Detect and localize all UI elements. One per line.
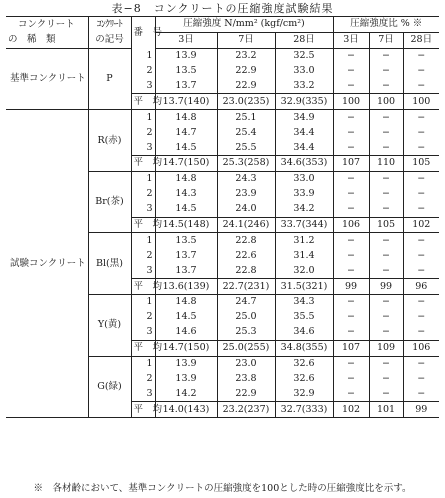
concrete-type-cell: 基準コンクリート [6,48,88,110]
ratio-3d: − [333,325,369,340]
strength-3d: 13.9 [155,371,217,386]
avg-strength-28d: 34.8(355) [275,340,333,356]
avg-ratio-3d: 106 [333,217,369,233]
strength-28d: 32.0 [275,263,333,278]
strength-3d: 13.5 [155,64,217,79]
average-label: 平 均 [131,94,155,110]
strength-28d: 31.2 [275,233,333,248]
strength-7d: 25.3 [217,325,275,340]
specimen-number: 1 [131,233,155,248]
ratio-7d: − [369,64,403,79]
specimen-number: 2 [131,371,155,386]
ratio-7d: − [369,325,403,340]
concrete-symbol-cell: Y(黄) [88,295,131,357]
avg-ratio-7d: 100 [369,94,403,110]
strength-28d: 31.4 [275,248,333,263]
col-header-no: 番 号 [131,17,155,49]
ratio-7d: − [369,125,403,140]
ratio-7d: − [369,310,403,325]
ratio-3d: − [333,371,369,386]
strength-3d: 14.3 [155,187,217,202]
strength-28d: 34.4 [275,140,333,155]
strength-28d: 34.2 [275,202,333,217]
age-header: 28日 [275,32,333,48]
strength-3d: 14.6 [155,325,217,340]
age-header: 7日 [369,32,403,48]
ratio-7d: − [369,233,403,248]
ratio-7d: − [369,263,403,278]
avg-ratio-28d: 96 [403,279,439,295]
strength-3d: 13.7 [155,263,217,278]
strength-3d: 14.2 [155,386,217,401]
age-header: 3日 [333,32,369,48]
strength-3d: 14.5 [155,310,217,325]
avg-strength-3d: 13.7(140) [155,94,217,110]
ratio-7d: − [369,248,403,263]
ratio-7d: − [369,79,403,94]
table-body [6,48,439,417]
strength-7d: 23.8 [217,371,275,386]
ratio-3d: − [333,187,369,202]
ratio-3d: − [333,356,369,371]
ratio-28d: − [403,171,439,186]
specimen-number: 2 [131,248,155,263]
strength-28d: 35.5 [275,310,333,325]
strength-28d: 32.6 [275,356,333,371]
table-row [6,110,439,125]
ratio-3d: − [333,110,369,125]
strength-7d: 22.6 [217,248,275,263]
specimen-number: 1 [131,48,155,63]
strength-7d: 24.7 [217,295,275,310]
ratio-7d: − [369,48,403,63]
specimen-number: 1 [131,171,155,186]
strength-7d: 24.3 [217,171,275,186]
strength-28d: 32.5 [275,48,333,63]
strength-28d: 32.6 [275,371,333,386]
strength-7d: 23.0 [217,356,275,371]
strength-28d: 34.4 [275,125,333,140]
average-label: 平 均 [131,340,155,356]
specimen-number: 2 [131,310,155,325]
ratio-28d: − [403,325,439,340]
ratio-28d: − [403,110,439,125]
ratio-28d: − [403,202,439,217]
ratio-28d: − [403,79,439,94]
strength-3d: 13.5 [155,233,217,248]
strength-7d: 25.1 [217,110,275,125]
strength-3d: 14.5 [155,140,217,155]
ratio-28d: − [403,386,439,401]
avg-strength-3d: 14.5(148) [155,217,217,233]
age-header: 28日 [403,32,439,48]
avg-ratio-7d: 99 [369,279,403,295]
strength-7d: 22.8 [217,263,275,278]
avg-ratio-3d: 107 [333,156,369,172]
avg-strength-7d: 24.1(246) [217,217,275,233]
ratio-28d: − [403,371,439,386]
ratio-7d: − [369,386,403,401]
strength-3d: 13.7 [155,248,217,263]
concrete-symbol-cell: G(緑) [88,356,131,418]
specimen-number: 2 [131,187,155,202]
avg-strength-28d: 31.5(321) [275,279,333,295]
strength-7d: 22.9 [217,386,275,401]
concrete-type-cell: 試験コンクリート [6,110,88,418]
strength-3d: 13.9 [155,48,217,63]
avg-strength-7d: 25.0(255) [217,340,275,356]
strength-7d: 24.0 [217,202,275,217]
avg-ratio-3d: 100 [333,94,369,110]
avg-strength-7d: 22.7(231) [217,279,275,295]
strength-3d: 14.8 [155,171,217,186]
strength-7d: 25.4 [217,125,275,140]
avg-ratio-28d: 105 [403,156,439,172]
specimen-number: 3 [131,386,155,401]
avg-ratio-3d: 99 [333,279,369,295]
strength-3d: 14.5 [155,202,217,217]
specimen-number: 3 [131,325,155,340]
avg-strength-3d: 14.7(150) [155,340,217,356]
ratio-28d: − [403,248,439,263]
specimen-number: 1 [131,356,155,371]
avg-ratio-3d: 107 [333,340,369,356]
strength-28d: 32.9 [275,386,333,401]
ratio-3d: − [333,171,369,186]
ratio-7d: − [369,356,403,371]
ratio-3d: − [333,263,369,278]
strength-7d: 25.0 [217,310,275,325]
specimen-number: 3 [131,140,155,155]
strength-28d: 33.9 [275,187,333,202]
strength-7d: 23.2 [217,48,275,63]
strength-3d: 13.9 [155,356,217,371]
ratio-28d: − [403,125,439,140]
strength-3d: 14.8 [155,295,217,310]
avg-strength-7d: 23.0(235) [217,94,275,110]
strength-28d: 33.0 [275,64,333,79]
ratio-28d: − [403,187,439,202]
ratio-28d: − [403,295,439,310]
avg-ratio-28d: 102 [403,217,439,233]
average-label: 平 均 [131,156,155,172]
strength-table [6,16,439,418]
avg-strength-28d: 34.6(353) [275,156,333,172]
ratio-28d: − [403,64,439,79]
ratio-3d: − [333,79,369,94]
col-header-symbol: ｺﾝｸﾘｰﾄ [88,17,131,33]
col-header-type: コンクリート [6,17,88,33]
col-header-strength: 圧縮強度 N/mm² (kgf/cm²) [155,17,333,33]
ratio-7d: − [369,371,403,386]
strength-7d: 22.9 [217,64,275,79]
ratio-3d: − [333,233,369,248]
age-header: 3日 [155,32,217,48]
col-header-symbol-2: の記号 [88,32,131,48]
strength-7d: 23.9 [217,187,275,202]
ratio-28d: − [403,233,439,248]
specimen-number: 3 [131,263,155,278]
ratio-3d: − [333,140,369,155]
ratio-28d: − [403,356,439,371]
table-row [6,48,439,63]
ratio-3d: − [333,386,369,401]
avg-ratio-7d: 109 [369,340,403,356]
strength-28d: 33.2 [275,79,333,94]
avg-strength-28d: 32.7(333) [275,402,333,418]
ratio-7d: − [369,187,403,202]
strength-3d: 14.7 [155,125,217,140]
ratio-3d: − [333,310,369,325]
ratio-7d: − [369,202,403,217]
strength-7d: 22.8 [217,233,275,248]
concrete-symbol-cell: Br(茶) [88,171,131,233]
specimen-number: 2 [131,125,155,140]
concrete-symbol-cell: R(赤) [88,110,131,172]
ratio-3d: − [333,248,369,263]
avg-ratio-28d: 106 [403,340,439,356]
ratio-3d: − [333,64,369,79]
avg-ratio-3d: 102 [333,402,369,418]
col-header-ratio: 圧縮強度比 % ※ [333,17,439,33]
ratio-7d: − [369,110,403,125]
ratio-28d: − [403,140,439,155]
strength-28d: 33.0 [275,171,333,186]
avg-ratio-7d: 101 [369,402,403,418]
ratio-7d: − [369,140,403,155]
ratio-7d: − [369,295,403,310]
strength-7d: 22.9 [217,79,275,94]
specimen-number: 3 [131,202,155,217]
strength-3d: 13.7 [155,79,217,94]
col-header-type-2: の 稀 類 [6,32,88,48]
avg-strength-3d: 14.7(150) [155,156,217,172]
avg-strength-28d: 33.7(344) [275,217,333,233]
ratio-28d: − [403,263,439,278]
strength-3d: 14.8 [155,110,217,125]
average-label: 平 均 [131,217,155,233]
avg-ratio-7d: 105 [369,217,403,233]
avg-ratio-7d: 110 [369,156,403,172]
ratio-3d: − [333,295,369,310]
strength-7d: 25.5 [217,140,275,155]
specimen-number: 2 [131,64,155,79]
avg-strength-28d: 32.9(335) [275,94,333,110]
specimen-number: 1 [131,110,155,125]
strength-28d: 34.6 [275,325,333,340]
strength-28d: 34.9 [275,110,333,125]
avg-strength-7d: 25.3(258) [217,156,275,172]
concrete-symbol-cell: P [88,48,131,110]
avg-ratio-28d: 99 [403,402,439,418]
avg-strength-3d: 13.6(139) [155,279,217,295]
specimen-number: 1 [131,295,155,310]
strength-28d: 34.3 [275,295,333,310]
ratio-28d: − [403,310,439,325]
concrete-symbol-cell: Bl(黒) [88,233,131,295]
ratio-3d: − [333,202,369,217]
specimen-number: 3 [131,79,155,94]
ratio-3d: − [333,48,369,63]
footnote: ※ 各材齢において、基準コンクリートの圧縮強度を100とした時の圧縮強度比を示す。 [33,483,412,494]
average-label: 平 均 [131,279,155,295]
ratio-3d: − [333,125,369,140]
table-caption: 表−8 コンクリートの圧縮強度試験結果 [111,2,334,15]
avg-ratio-28d: 100 [403,94,439,110]
age-header: 7日 [217,32,275,48]
avg-strength-7d: 23.2(237) [217,402,275,418]
average-label: 平 均 [131,402,155,418]
ratio-7d: − [369,171,403,186]
ratio-28d: − [403,48,439,63]
avg-strength-3d: 14.0(143) [155,402,217,418]
